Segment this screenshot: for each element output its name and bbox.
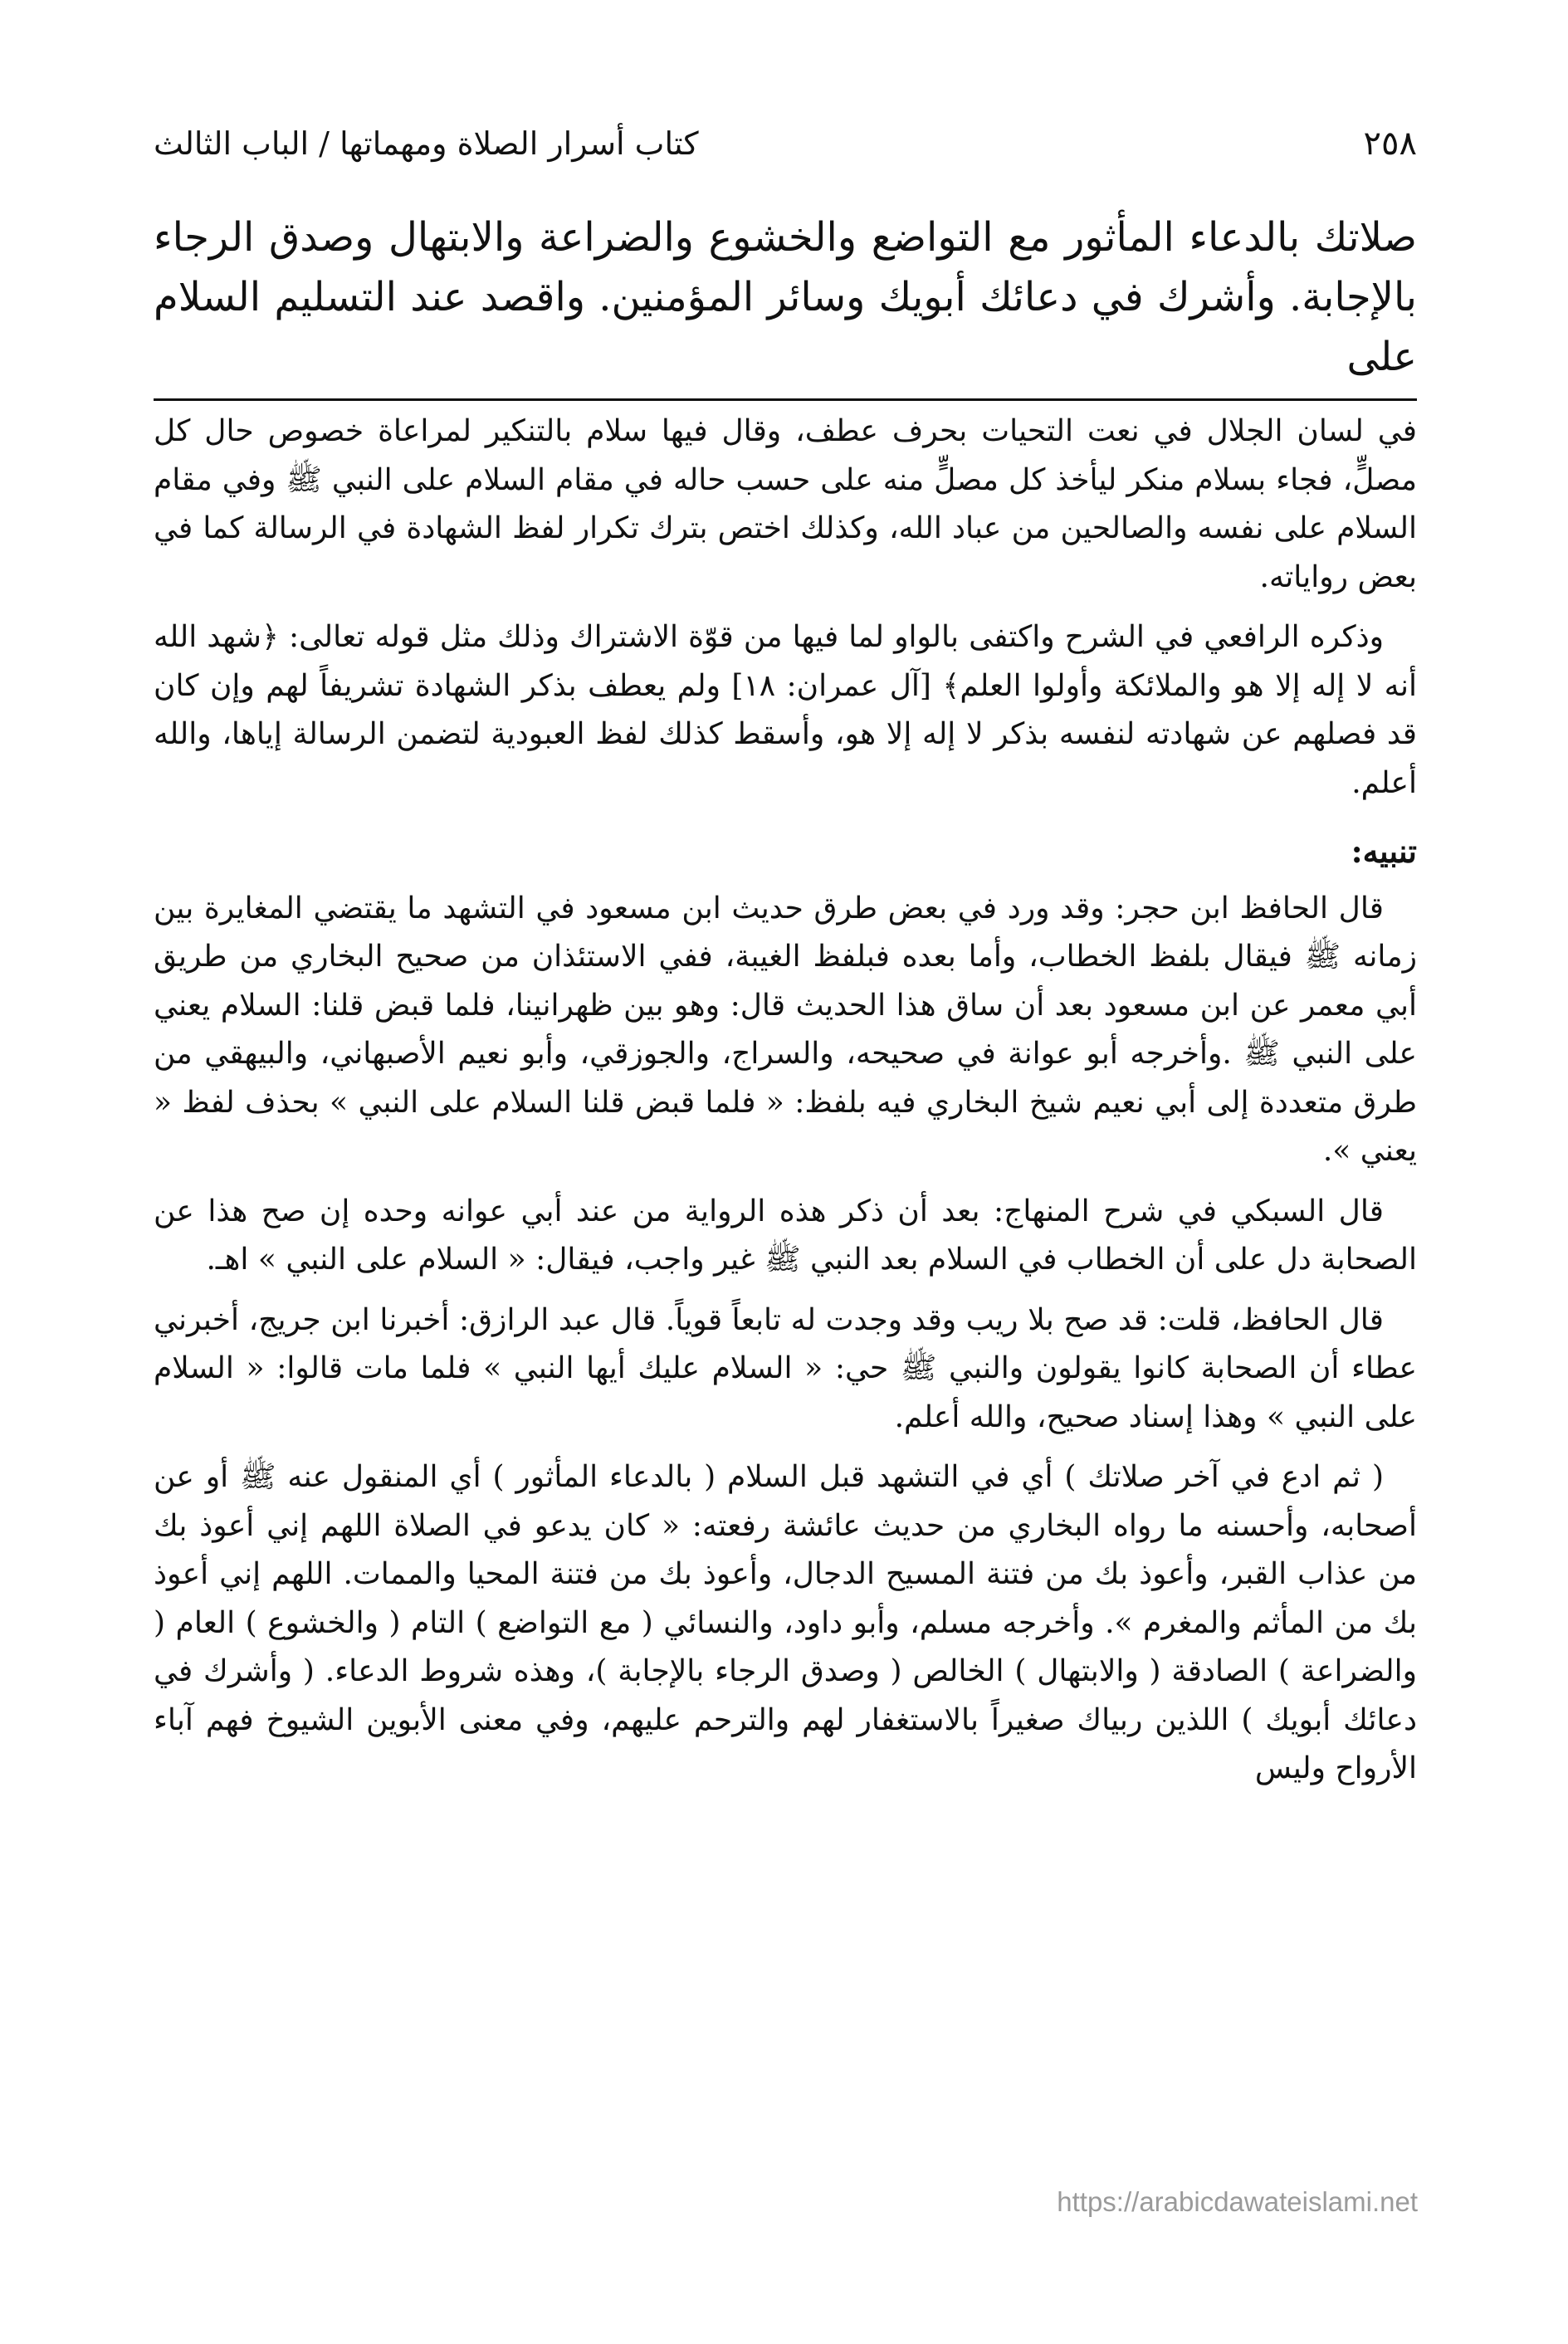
- commentary-paragraph-1: في لسان الجلال في نعت التحيات بحرف عطف، وقال فيها سلام بالتنكير لمراعاة خصوص حال كل مصلٍّ، فجاء بسلام منكر ليأخذ كل مصلٍّ منه على حسب حاله في مقام السلام على النبي ﷺ وفي مقام السلام على نفسه والصالحين من عباد الله، وكذلك اختص بترك تكرار لفظ الشهادة في الرسالة كما في بعض رواياته.: [154, 414, 1417, 594]
- running-title: كتاب أسرار الصلاة ومهماتها / الباب الثالث: [154, 125, 699, 162]
- main-paragraph: صلاتك بالدعاء المأثور مع التواضع والخشوع والضراعة والابتهال وصدق الرجاء بالإجابة. وأشرك في دعائك أبويك وسائر المؤمنين. واقصد عند التسليم السلام على: [154, 214, 1417, 380]
- page-number: ٢٥٨: [1363, 125, 1417, 163]
- page-header: [154, 125, 1417, 191]
- book-page: [154, 125, 1417, 1805]
- commentary: [154, 408, 1417, 1794]
- footnote-divider: [154, 398, 1417, 401]
- watermark-url: https://arabicdawateislami.net: [1057, 2186, 1418, 2217]
- commentary-paragraph-3: قال الحافظ ابن حجر: وقد ورد في بعض طرق حديث ابن مسعود في التشهد ما يقتضي المغايرة بين زمانه ﷺ فيقال بلفظ الخطاب، وأما بعده فبلفظ الغيبة، ففي الاستئذان من صحيح البخاري من طريق أبي معمر عن ابن مسعود بعد أن ساق هذا الحديث قال: وهو بين ظهرانينا، فلما قبض قلنا: السلام يعني على النبي ﷺ .وأخرجه أبو عوانة في صحيحه، والسراج، والجوزقي، وأبو نعيم الأصبهاني، والبيهقي من طرق متعددة إلى أبي نعيم شيخ البخاري فيه بلفظ: « فلما قبض قلنا السلام على النبي » بحذف لفظ « يعني ».: [154, 891, 1418, 1168]
- section-heading: تنبيه:: [1351, 833, 1417, 870]
- commentary-paragraph-2: وذكره الرافعي في الشرح واكتفى بالواو لما فيها من قوّة الاشتراك وذلك مثل قوله تعالى: ﴿شهد الله أنه لا إله إلا هو والملائكة وأولوا العلم﴾ [آل عمران: ١٨] ولم يعطف بذكر الشهادة تشريفاً لهم وإن كان قد فصلهم عن شهادته لنفسه بذكر لا إله إلا هو، وأسقط كذلك لفظ العبودية لتضمن الرسالة إياها، والله أعلم.: [154, 620, 1417, 800]
- commentary-paragraph-6: ( ثم ادع في آخر صلاتك ) أي في التشهد قبل السلام ( بالدعاء المأثور ) أي المنقول عنه ﷺ أو عن أصحابه، وأحسنه ما رواه البخاري من حديث عائشة رفعته: « كان يدعو في الصلاة اللهم إني أعوذ بك من عذاب القبر، وأعوذ بك من فتنة المسيح الدجال، وأعوذ بك من فتنة المحيا والممات. اللهم إني أعوذ بك من المأثم والمغرم ». وأخرجه مسلم، وأبو داود، والنسائي ( مع التواضع ) التام ( والخشوع ) العام ( والضراعة ) الصادقة ( والابتهال ) الخالص ( وصدق الرجاء بالإجابة )، وهذه شروط الدعاء. ( وأشرك في دعائك أبويك ) اللذين ربياك صغيراً بالاستغفار لهم والترحم عليهم، وفي معنى الأبوين الشيوخ فهم آباء الأرواح وليس: [154, 1460, 1417, 1785]
- commentary-paragraph-5: قال الحافظ، قلت: قد صح بلا ريب وقد وجدت له تابعاً قوياً. قال عبد الرازق: أخبرنا ابن جريج، أخبرني عطاء أن الصحابة كانوا يقولون والنبي ﷺ حي: « السلام عليك أيها النبي » فلما مات قالوا: « السلام على النبي » وهذا إسناد صحيح، والله أعلم.: [154, 1302, 1417, 1434]
- main-text: [154, 208, 1417, 387]
- commentary-paragraph-4: قال السبكي في شرح المنهاج: بعد أن ذكر هذه الرواية من عند أبي عوانه وحده إن صح هذا عن الصحابة دل على أن الخطاب في السلام بعد النبي ﷺ غير واجب، فيقال: « السلام على النبي » اهـ.: [154, 1194, 1417, 1277]
